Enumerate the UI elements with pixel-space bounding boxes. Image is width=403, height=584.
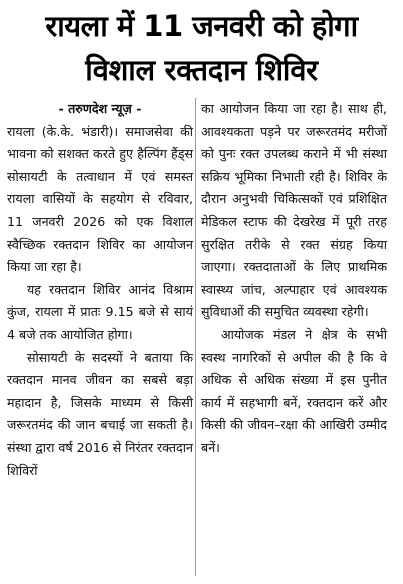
article-column-right (201, 98, 387, 460)
paragraph: का आयोजन किया जा रहा है। साथ ही, आवश्यकता पड़ने पर जरूरतमंद मरीजों को पुनः रक्त उपलब्ध कराने में भी संस्था सक्रिय भूमिका निभाती रही है। शिविर के दौरान अनुभवी चिकित्सकों एवं प्रशिक्षित मेडिकल स्टाफ की देखरेख में पूरी तरह सुरक्षित तरीके से रक्त संग्रह किया जाएगा। रक्तदाताओं के लिए प्राथमिक स्वास्थ्य जांच, अल्पाहार एवं आवश्यक सुविधाओं की समुचित व्यवस्था रहेगी। (201, 101, 387, 320)
paragraph: यह रक्तदान शिविर आनंद विश्राम कुंज, रायला में प्रातः 9.15 बजे से सायं 4 बजे तक आयोजित होगा। (7, 281, 193, 342)
paragraph: सोसायटी के सदस्यों ने बताया कि रक्तदान मानव जीवन का सबसे बड़ा महादान है, जिसके माध्यम से किसी जरूरतमंद की जान बचाई जा सकती है। संस्था द्वारा वर्ष 2016 से निरंतर रक्तदान शिविरों (7, 349, 193, 478)
column-divider (195, 98, 196, 576)
headline-line-2: विशाल रक्तदान शिविर (85, 53, 318, 87)
byline: - तरुणदेश न्यूज़ - (58, 101, 142, 116)
headline-line-1: रायला में 11 जनवरी को होगा (45, 9, 358, 43)
article-column-left (7, 98, 193, 482)
paragraph: आयोजक मंडल ने क्षेत्र के सभी स्वस्थ नागरिकों से अपील की है कि वे अधिक से अधिक संख्या में इस पुनीत कार्य में सहभागी बनें, रक्तदान करें और किसी की जीवन–रक्षा की आखिरी उम्मीद बनें। (201, 326, 387, 455)
paragraph: रायला (के.के. भंडारी)। समाजसेवा की भावना को सशक्त करते हुए हैल्पिंग हैंड्स सोसायटी के तत्वाधान में एवं समस्त रायला वासियों के सहयोग से रविवार, 11 जनवरी 2026 को एक विशाल स्वैच्छिक रक्तदान शिविर का आयोजन किया जा रहा है। (7, 123, 193, 275)
